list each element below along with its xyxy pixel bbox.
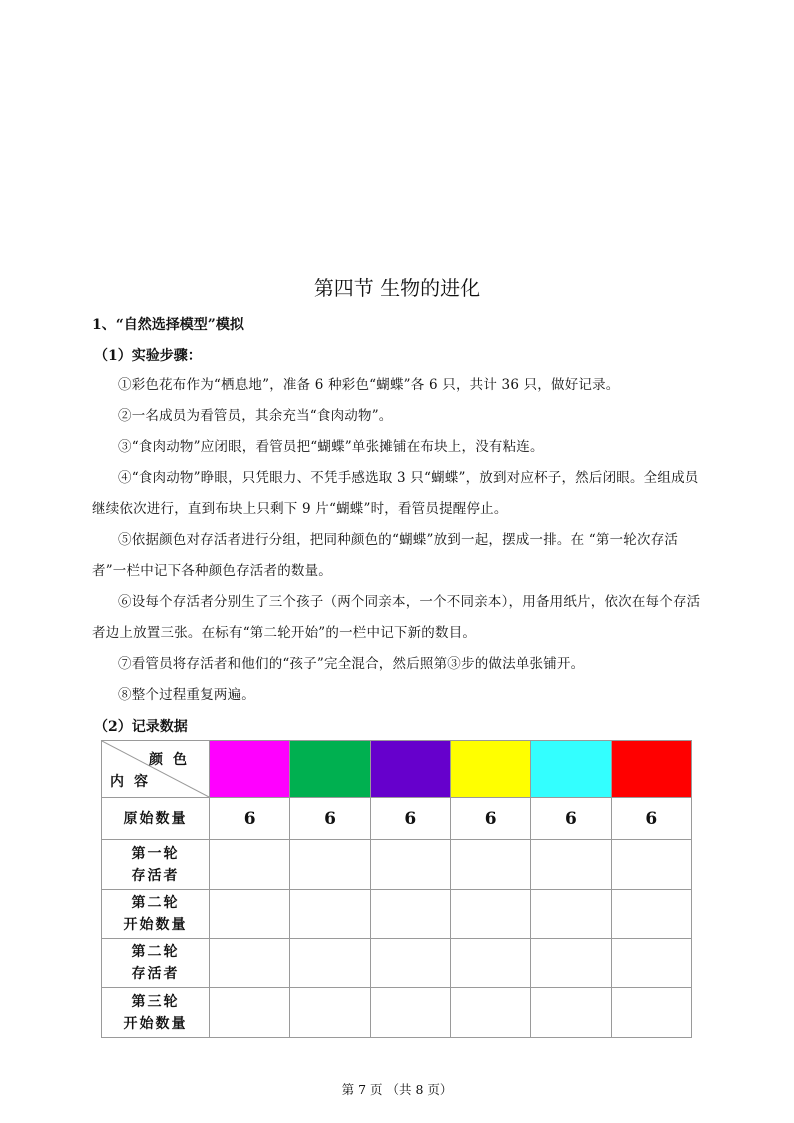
table-cell [611,988,691,1038]
row-label-line2: 开始数量 [123,1015,188,1032]
step-7: ⑦看管员将存活者和他们的“孩子”完全混合，然后照第③步的做法单张铺开。 [118,656,585,672]
table-cell [290,988,370,1038]
row-label-line2: 开始数量 [123,917,188,933]
table-cell [370,939,450,988]
table-cell [210,939,290,988]
color-swatch-yellow [450,741,530,798]
header-color-label: 颜色 [149,752,197,768]
color-swatch-green [290,741,370,798]
table-cell [450,890,530,939]
row-label-line1: 第一轮 [131,845,180,862]
table-cell [290,939,370,988]
step-6: ⑥设每个存活者分别生了三个孩子（两个同亲本，一个不同亲本），用备用纸片，依次在每个存活者边上放置三张。在标有“第二轮开始”的一栏中记下新的数目。 [92,594,701,641]
table-cell [210,840,290,890]
table-cell: 6 [210,798,290,840]
row-label [102,988,210,1038]
color-swatch-cyan [531,741,611,798]
page-footer: 第 7 页 （共 8 页） [341,1082,453,1097]
table-cell: 6 [611,798,691,840]
row-label-line1: 第三轮 [131,993,180,1010]
row-label-line1: 第二轮 [131,944,180,960]
table-cell [290,890,370,939]
color-swatch-purple [370,741,450,798]
table-cell [370,840,450,890]
table-cell [611,890,691,939]
table-cell [370,890,450,939]
table-cell [450,840,530,890]
step-4: ④“食肉动物”睁眼，只凭眼力、不凭手感选取 3 只“蝴蝶”，放到对应杯子，然后闭眼。全组成员继续依次进行，直到布块上只剩下 9 片“蝴蝶”时，看管员提醒停止。 [92,470,699,517]
step-5: ⑤依据颜色对存活者进行分组，把同种颜色的“蝴蝶”放到一起，摆成一排。在 “第一轮次存活者”一栏中记下各种颜色存活者的数量。 [92,532,679,579]
step-2: ②一名成员为看管员，其余充当“食肉动物”。 [118,408,393,424]
row-label [102,939,210,988]
subheading-data: （2）记录数据 [94,719,188,735]
table-cell: 6 [370,798,450,840]
row-label-line1: 第二轮 [131,895,180,911]
table-cell [531,890,611,939]
table-cell [210,890,290,939]
table-row [102,890,692,939]
color-header-row [102,741,692,798]
step-1: ①彩色花布作为“栖息地”，准备 6 种彩色“蝴蝶”各 6 只，共计 36 只，做好记录。 [118,377,620,393]
table-cell: 6 [531,798,611,840]
table-cell [531,988,611,1038]
row-label-line2: 存活者 [131,867,180,884]
row-label-line1: 原始数量 [123,810,188,827]
color-swatch-magenta [210,741,290,798]
table-row [102,798,692,840]
table-row [102,840,692,890]
table-row [102,988,692,1038]
table-cell [531,939,611,988]
table-cell [531,840,611,890]
table-cell [611,939,691,988]
color-swatch-red [611,741,691,798]
table-row [102,939,692,988]
section-heading: 1、“自然选择模型”模拟 [92,317,244,333]
record-table [101,740,692,1038]
step-3: ③“食肉动物”应闭眼，看管员把“蝴蝶”单张摊铺在布块上，没有粘连。 [118,439,544,455]
step-8: ⑧整个过程重复两遍。 [118,687,255,703]
subheading-steps: （1）实验步骤： [94,348,202,364]
header-diagonal-cell [102,741,210,798]
row-label [102,840,210,890]
table-cell [290,840,370,890]
table-cell [611,840,691,890]
page-title: 第四节 生物的进化 [313,276,481,300]
row-label-line2: 存活者 [131,966,180,982]
table-cell [370,988,450,1038]
row-label [102,798,210,840]
table-cell [450,939,530,988]
table-cell: 6 [290,798,370,840]
table-cell [450,988,530,1038]
header-content-label: 内容 [110,774,158,790]
row-label [102,890,210,939]
table-cell [210,988,290,1038]
table-cell: 6 [450,798,530,840]
